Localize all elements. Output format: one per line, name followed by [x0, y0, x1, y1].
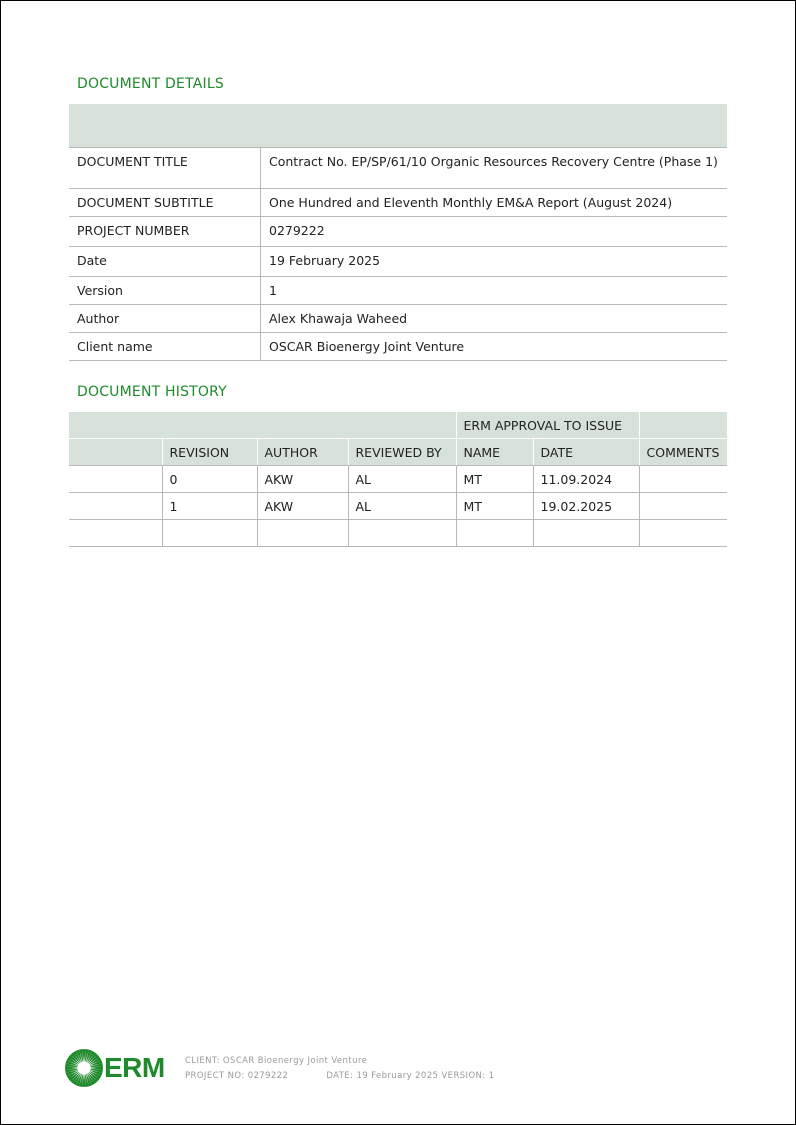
document-details-heading: DOCUMENT DETAILS: [77, 76, 224, 92]
detail-label: DOCUMENT TITLE: [69, 148, 261, 189]
date-cell: 11.09.2024: [533, 466, 639, 493]
details-header-cell: [69, 104, 727, 148]
name-cell: [456, 520, 533, 547]
author-cell: AKW: [257, 466, 348, 493]
comments-cell: [639, 493, 727, 520]
column-header-date: DATE: [533, 439, 639, 466]
approval-group-header: ERM APPROVAL TO ISSUE: [456, 412, 639, 439]
detail-value: OSCAR Bioenergy Joint Venture: [261, 333, 728, 361]
author-cell: AKW: [257, 493, 348, 520]
details-row-version: [69, 277, 727, 305]
document-history-heading: DOCUMENT HISTORY: [77, 384, 227, 400]
history-column-header-row: [69, 439, 727, 466]
column-header-name: NAME: [456, 439, 533, 466]
comments-cell: [639, 466, 727, 493]
details-row-date: [69, 247, 727, 277]
erm-logo-icon: [64, 1048, 104, 1088]
table-row: [69, 466, 727, 493]
erm-logo-text: ERM: [104, 1052, 165, 1083]
footer-project-line: [185, 1071, 494, 1081]
date-cell: [533, 520, 639, 547]
details-row-subtitle: [69, 189, 727, 217]
name-cell: MT: [456, 493, 533, 520]
column-header-reviewed-by: REVIEWED BY: [348, 439, 456, 466]
history-group-spacer: [69, 412, 456, 439]
comments-cell: [639, 520, 727, 547]
name-cell: MT: [456, 466, 533, 493]
revision-cell: [162, 520, 257, 547]
details-row-title: [69, 148, 727, 189]
detail-label: Version: [69, 277, 261, 305]
detail-value: 1: [261, 277, 728, 305]
details-row-client-name: [69, 333, 727, 361]
details-header-row: [69, 104, 727, 148]
document-history-table: [69, 412, 727, 547]
detail-value: Alex Khawaja Waheed: [261, 305, 728, 333]
column-header-revision: REVISION: [162, 439, 257, 466]
table-cell: [69, 466, 162, 493]
footer-client: CLIENT: OSCAR Bioenergy Joint Venture: [185, 1056, 368, 1066]
history-group-spacer: [639, 412, 727, 439]
revision-cell: 1: [162, 493, 257, 520]
column-header-comments: COMMENTS: [639, 439, 727, 466]
column-header-author: AUTHOR: [257, 439, 348, 466]
date-cell: 19.02.2025: [533, 493, 639, 520]
revision-cell: 0: [162, 466, 257, 493]
author-cell: [257, 520, 348, 547]
reviewed-by-cell: [348, 520, 456, 547]
detail-value: 19 February 2025: [261, 247, 728, 277]
details-row-project-number: [69, 217, 727, 247]
detail-label: DOCUMENT SUBTITLE: [69, 189, 261, 217]
detail-value: 0279222: [261, 217, 728, 247]
footer-date-version: DATE: 19 February 2025 VERSION: 1: [326, 1071, 495, 1081]
document-details-table: [69, 104, 727, 361]
details-row-author: [69, 305, 727, 333]
detail-value: Contract No. EP/SP/61/10 Organic Resources Recovery Centre (Phase 1): [261, 148, 728, 189]
column-header-blank: [69, 439, 162, 466]
reviewed-by-cell: AL: [348, 493, 456, 520]
detail-value: One Hundred and Eleventh Monthly EM&A Report (August 2024): [261, 189, 728, 217]
detail-label: PROJECT NUMBER: [69, 217, 261, 247]
detail-label: Client name: [69, 333, 261, 361]
table-cell: [69, 520, 162, 547]
history-group-header-row: [69, 412, 727, 439]
table-row: [69, 493, 727, 520]
table-cell: [69, 493, 162, 520]
table-row: [69, 520, 727, 547]
footer-project-no: PROJECT NO: 0279222: [185, 1071, 289, 1081]
detail-label: Date: [69, 247, 261, 277]
reviewed-by-cell: AL: [348, 466, 456, 493]
detail-label: Author: [69, 305, 261, 333]
